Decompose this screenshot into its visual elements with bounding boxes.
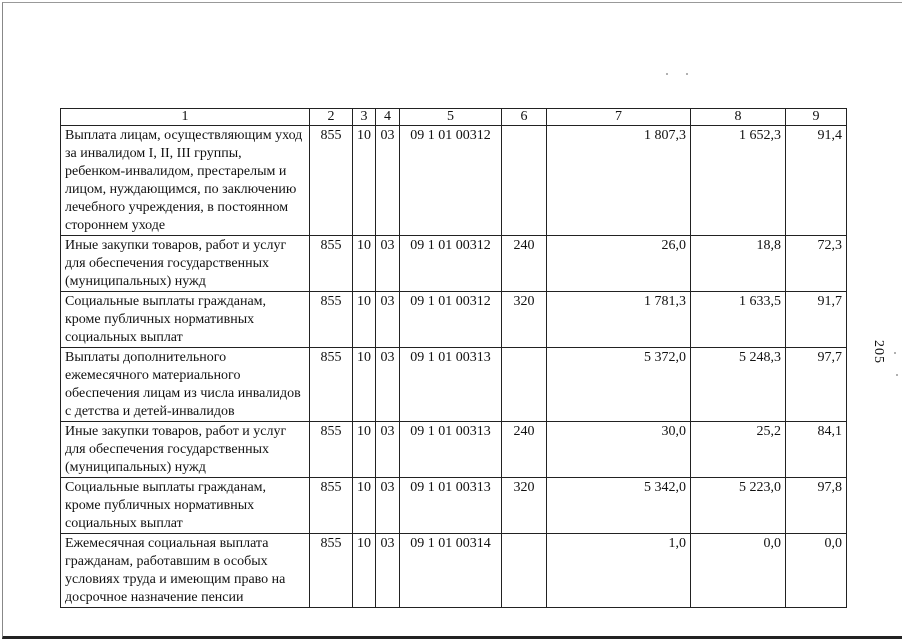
row-name-cell: Иные закупки товаров, работ и услуг для обеспечения государственных (муниципальных) нужд: [61, 236, 310, 292]
row-target-article-cell: 09 1 01 00313: [400, 422, 502, 478]
budget-table: [60, 108, 847, 608]
row-expense-type-cell: 320: [502, 292, 547, 348]
row-target-article-cell: 09 1 01 00313: [400, 348, 502, 422]
row-target-article-cell: 09 1 01 00314: [400, 534, 502, 608]
row-expense-type-cell: [502, 534, 547, 608]
row-section-cell: 10: [353, 534, 376, 608]
row-fact-cell: 0,0: [691, 534, 786, 608]
table-row: [61, 348, 847, 422]
row-percent-cell: 97,7: [786, 348, 847, 422]
row-section-cell: 10: [353, 478, 376, 534]
row-target-article-cell: 09 1 01 00312: [400, 292, 502, 348]
row-target-article-cell: 09 1 01 00313: [400, 478, 502, 534]
column-header-8: 8: [691, 109, 786, 126]
row-plan-cell: 5 342,0: [547, 478, 691, 534]
row-expense-type-cell: 320: [502, 478, 547, 534]
scan-speck: [894, 352, 896, 354]
row-percent-cell: 72,3: [786, 236, 847, 292]
row-plan-cell: 30,0: [547, 422, 691, 478]
row-grbs-cell: 855: [310, 478, 353, 534]
column-header-2: 2: [310, 109, 353, 126]
row-grbs-cell: 855: [310, 236, 353, 292]
row-percent-cell: 0,0: [786, 534, 847, 608]
table-body: [61, 126, 847, 608]
row-subsection-cell: 03: [376, 292, 400, 348]
row-grbs-cell: 855: [310, 534, 353, 608]
row-name-cell: Социальные выплаты гражданам, кроме публичных нормативных социальных выплат: [61, 478, 310, 534]
row-grbs-cell: 855: [310, 422, 353, 478]
column-header-7: 7: [547, 109, 691, 126]
table-row: [61, 126, 847, 236]
row-fact-cell: 1 633,5: [691, 292, 786, 348]
row-section-cell: 10: [353, 292, 376, 348]
row-name-cell: Выплаты дополнительного ежемесячного материального обеспечения лицам из числа инвалидов с детства и детей-инвалидов: [61, 348, 310, 422]
column-header-5: 5: [400, 109, 502, 126]
row-percent-cell: 84,1: [786, 422, 847, 478]
row-subsection-cell: 03: [376, 534, 400, 608]
row-name-cell: Социальные выплаты гражданам, кроме публичных нормативных социальных выплат: [61, 292, 310, 348]
row-grbs-cell: 855: [310, 126, 353, 236]
row-grbs-cell: 855: [310, 348, 353, 422]
row-plan-cell: 26,0: [547, 236, 691, 292]
row-percent-cell: 97,8: [786, 478, 847, 534]
scan-speck: [666, 73, 668, 75]
table-row: [61, 292, 847, 348]
row-plan-cell: 5 372,0: [547, 348, 691, 422]
column-header-6: 6: [502, 109, 547, 126]
row-section-cell: 10: [353, 236, 376, 292]
column-header-3: 3: [353, 109, 376, 126]
row-expense-type-cell: [502, 126, 547, 236]
table-header-row: [61, 109, 847, 126]
row-fact-cell: 5 248,3: [691, 348, 786, 422]
row-plan-cell: 1,0: [547, 534, 691, 608]
row-section-cell: 10: [353, 126, 376, 236]
table-row: [61, 236, 847, 292]
row-subsection-cell: 03: [376, 478, 400, 534]
column-header-1: 1: [61, 109, 310, 126]
row-plan-cell: 1 781,3: [547, 292, 691, 348]
scan-speck: [686, 73, 688, 75]
page-number: 205: [871, 340, 886, 364]
row-section-cell: 10: [353, 422, 376, 478]
row-name-cell: Иные закупки товаров, работ и услуг для обеспечения государственных (муниципальных) нужд: [61, 422, 310, 478]
column-header-4: 4: [376, 109, 400, 126]
row-grbs-cell: 855: [310, 292, 353, 348]
row-expense-type-cell: 240: [502, 422, 547, 478]
table-row: [61, 422, 847, 478]
row-subsection-cell: 03: [376, 422, 400, 478]
row-subsection-cell: 03: [376, 348, 400, 422]
row-percent-cell: 91,4: [786, 126, 847, 236]
table-row: [61, 534, 847, 608]
row-name-cell: Ежемесячная социальная выплата гражданам, работавшим в особых условиях труда и имеющим право на досрочное назначение пенсии: [61, 534, 310, 608]
row-target-article-cell: 09 1 01 00312: [400, 236, 502, 292]
row-fact-cell: 1 652,3: [691, 126, 786, 236]
row-target-article-cell: 09 1 01 00312: [400, 126, 502, 236]
row-percent-cell: 91,7: [786, 292, 847, 348]
row-plan-cell: 1 807,3: [547, 126, 691, 236]
row-subsection-cell: 03: [376, 236, 400, 292]
row-expense-type-cell: [502, 348, 547, 422]
row-section-cell: 10: [353, 348, 376, 422]
column-header-9: 9: [786, 109, 847, 126]
row-fact-cell: 5 223,0: [691, 478, 786, 534]
row-subsection-cell: 03: [376, 126, 400, 236]
row-expense-type-cell: 240: [502, 236, 547, 292]
table-row: [61, 478, 847, 534]
row-fact-cell: 25,2: [691, 422, 786, 478]
row-fact-cell: 18,8: [691, 236, 786, 292]
scan-speck: [896, 374, 898, 376]
row-name-cell: Выплата лицам, осуществляющим уход за инвалидом I, II, III группы, ребенком-инвалидом, престарелым и лицом, нуждающимся, по заключению лечебного учреждения, в постоянном стороннем уходе: [61, 126, 310, 236]
